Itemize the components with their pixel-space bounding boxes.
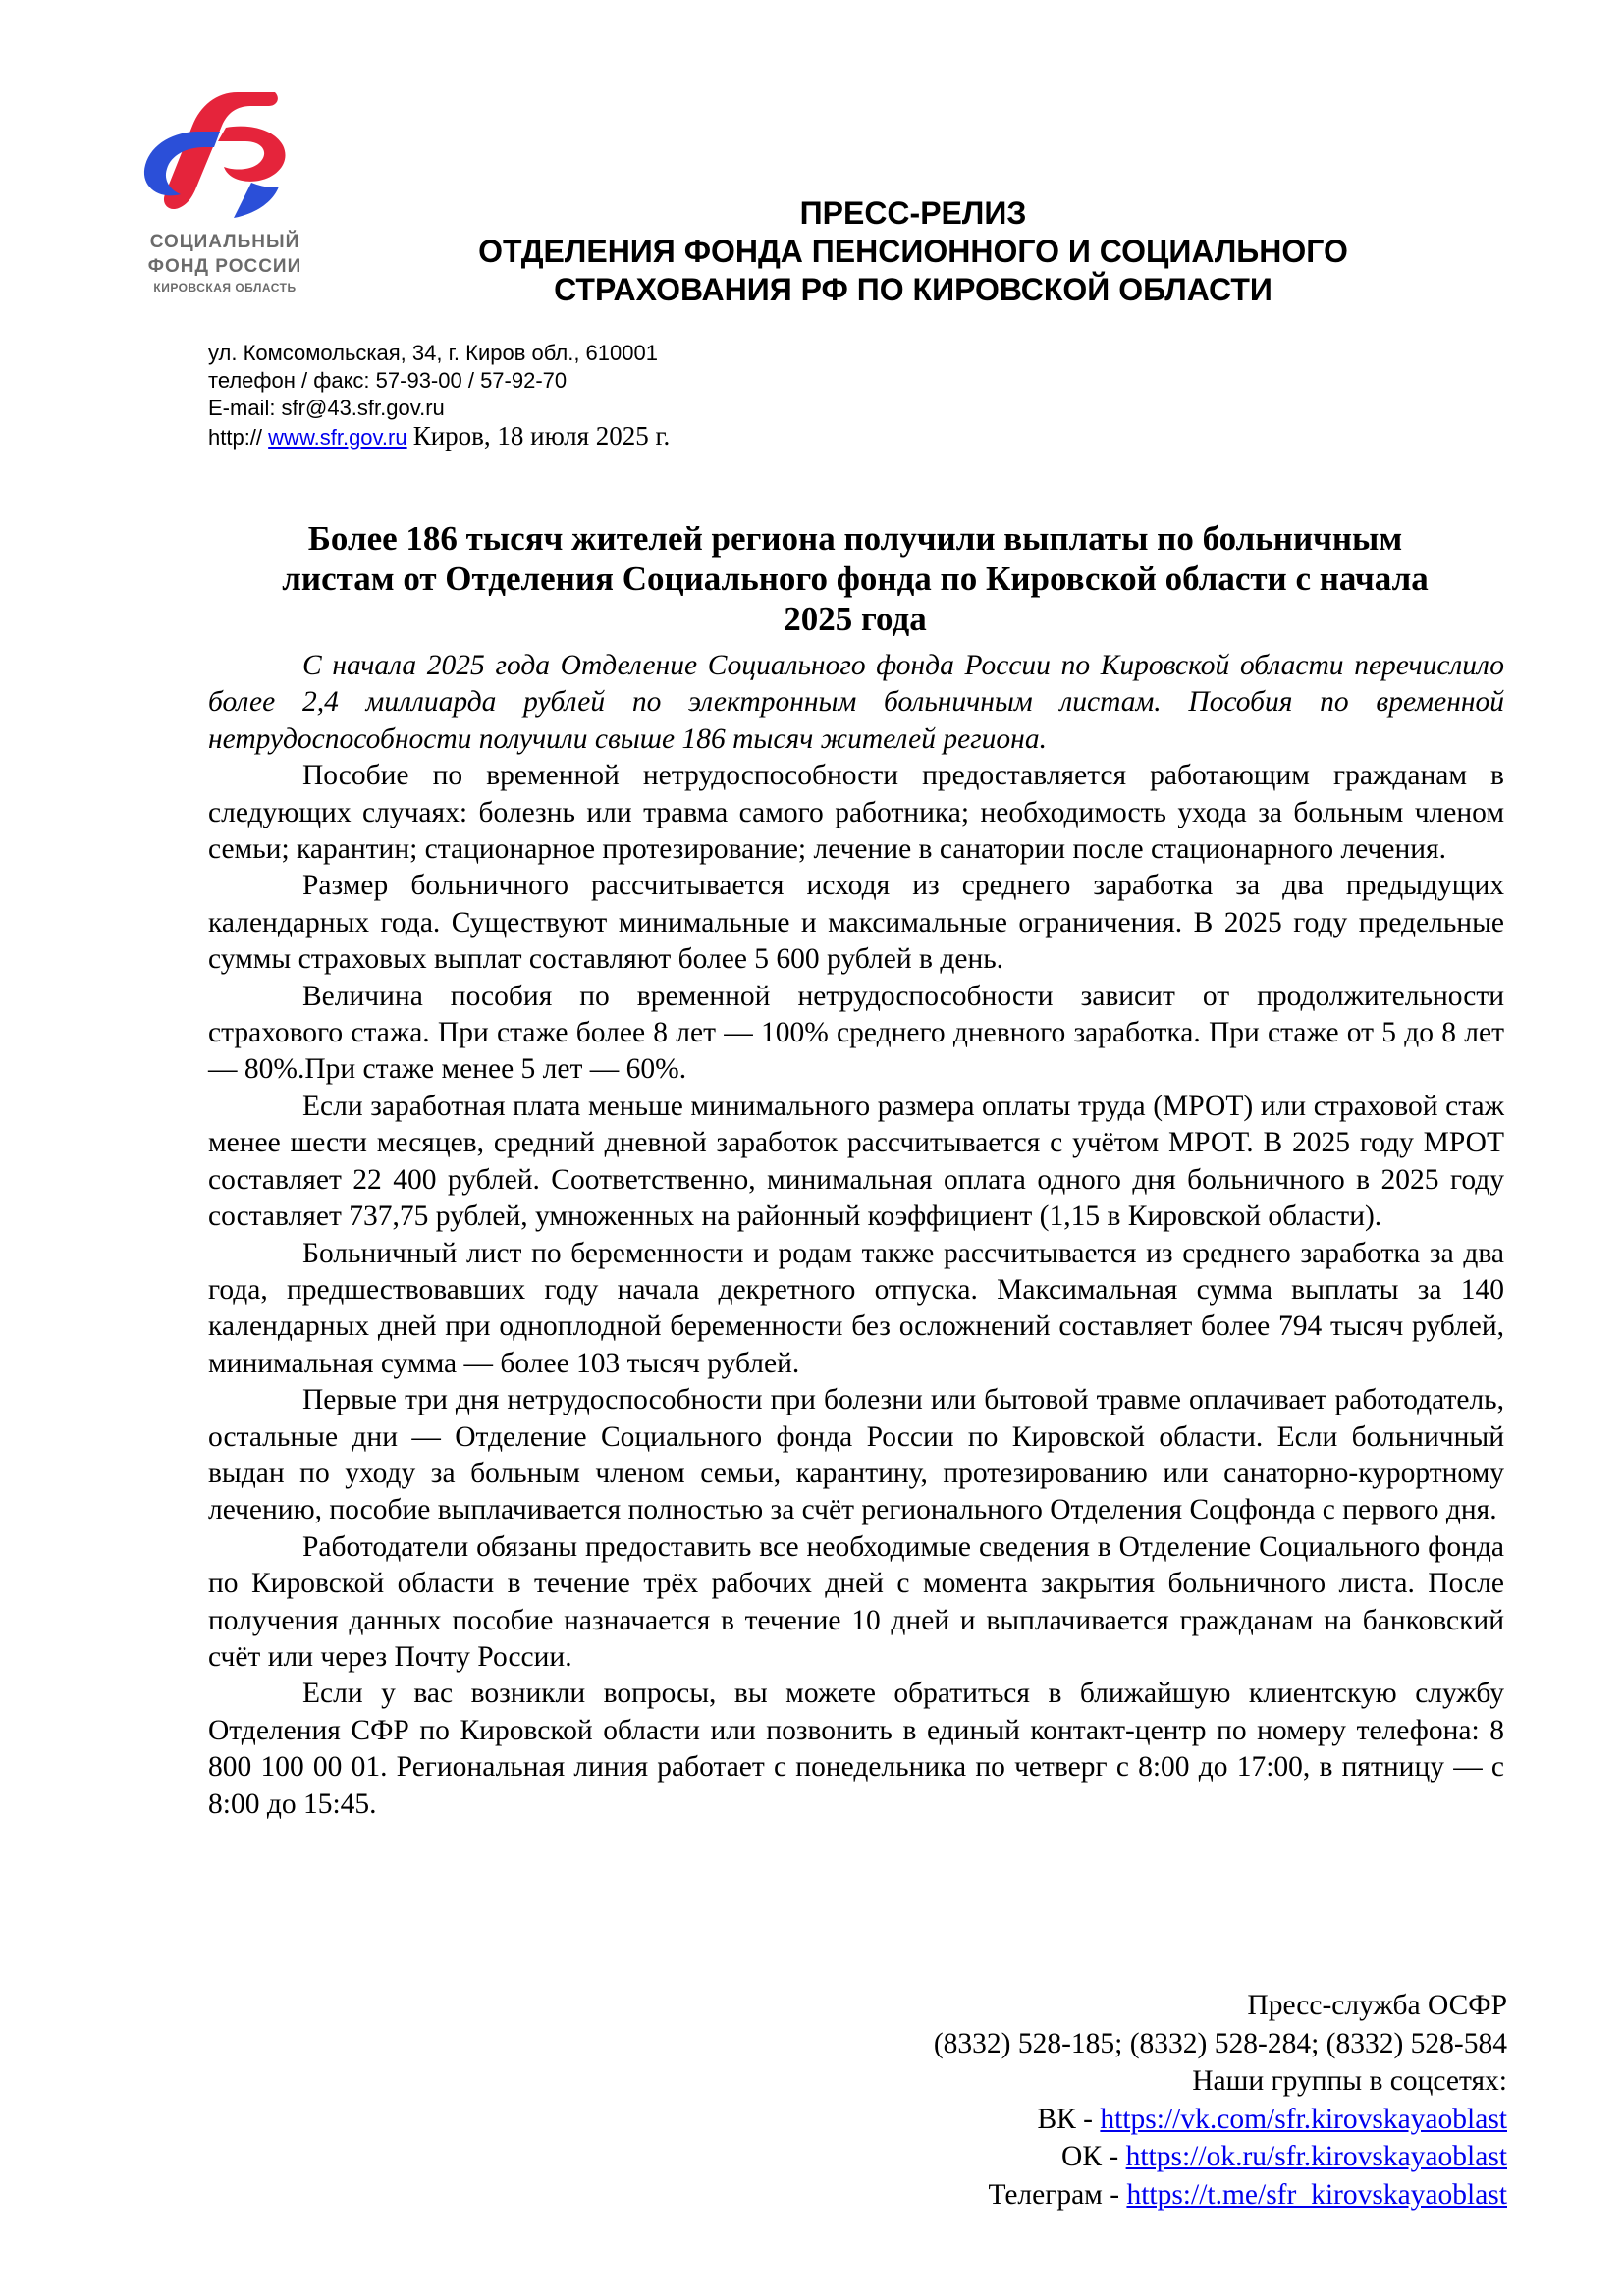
address: ул. Комсомольская, 34, г. Киров обл., 610001 [208, 341, 658, 365]
paragraph: Величина пособия по временной нетрудоспособности зависит от продолжительности страхового стажа. При стаже более 8 лет — 100% среднего дневного заработка. При стаже от 5 до 8 лет — 80%.При стаже менее 5 лет — 60%. [208, 980, 1504, 1086]
article-body [208, 648, 1504, 1823]
logo-line-1: СОЦИАЛЬНЫЙ [149, 232, 300, 252]
press-service-name: Пресс-служба ОСФР [1247, 1990, 1507, 2021]
site-link[interactable]: www.sfr.gov.ru [268, 425, 407, 450]
paragraph: Больничный лист по беременности и родам также рассчитывается из среднего заработка за два года, предшествовавших году начала декретного отпуска. Максимальная сумма выплаты за 140 календарных дней при одноплодной беременности без осложнений составляет более 794 тысяч рублей, минимальная сумма — более 103 тысяч рублей. [208, 1237, 1504, 1379]
logo-line-2: ФОНД РОССИИ [147, 256, 302, 277]
paragraph: Первые три дня нетрудоспособности при болезни или бытовой травме оплачивает работодатель, остальные дни — Отделение Социального фонда России по Кировской области. Если больничный выдан по уходу за больным членом семьи, карантину, протезированию или санаторно-курортному лечению, пособие выплачивается полностью за счёт регионального Отделения Соцфонда с первого дня. [208, 1384, 1504, 1526]
press-service-phones: (8332) 528-185; (8332) 528-284; (8332) 528-584 [933, 2027, 1507, 2059]
social-groups-label: Наши группы в соцсетях: [1192, 2065, 1507, 2097]
title-line-2: ОТДЕЛЕНИЯ ФОНДА ПЕНСИОННОГО И СОЦИАЛЬНОГО [478, 234, 1348, 269]
headline-line-3: 2025 года [784, 600, 927, 638]
press-service-footer [687, 1987, 1507, 2214]
ok-label: ОК - [1061, 2141, 1126, 2172]
vk-label: ВК - [1037, 2103, 1101, 2135]
sfr-logo [122, 84, 328, 310]
http-prefix: http:// [208, 425, 263, 450]
logo-line-3: КИРОВСКАЯ ОБЛАСТЬ [153, 281, 297, 294]
lead-paragraph: С начала 2025 года Отделение Социального фонда России по Кировской области перечислило более 2,4 миллиарда рублей по электронным больничным листам. Пособия по временной нетрудоспособности получили свыше 186 тысяч жителей региона. [208, 650, 1504, 755]
dateline: Киров, 18 июля 2025 г. [412, 421, 671, 451]
telegram-link[interactable]: https://t.me/sfr_kirovskayaoblast [1126, 2178, 1507, 2211]
headline [202, 518, 1508, 639]
telegram-label: Телеграм - [988, 2178, 1127, 2211]
phone-fax: телефон / факс: 57-93-00 / 57-92-70 [208, 368, 568, 393]
paragraph: Если заработная плата меньше минимального размера оплаты труда (МРОТ) или страховой стаж менее шести месяцев, средний дневной заработок рассчитывается с учётом МРОТ. В 2025 году МРОТ составляет 22 400 рублей. Соответственно, минимальная оплата одного дня больничного в 2025 году составляет 737,75 рублей, умноженных на районный коэффициент (1,15 в Кировской области). [208, 1090, 1504, 1233]
title-line-1: ПРЕСС-РЕЛИЗ [799, 195, 1027, 231]
press-release-title [422, 194, 1404, 309]
headline-line-2: листам от Отделения Социального фонда по Кировской области с начала [282, 560, 1429, 598]
telegram-row [687, 2176, 1507, 2215]
paragraph: Размер больничного рассчитывается исходя из среднего заработка за два предыдущих календарных года. Существуют минимальные и максимальные ограничения. В 2025 году предельные суммы страховых выплат составляют более 5 600 рублей в день. [208, 870, 1504, 976]
paragraph: Пособие по временной нетрудоспособности предоставляется работающим гражданам в следующих случаях: болезнь или травма самого работника; необходимость ухода за больным членом семьи; карантин; стационарное протезирование; лечение в санатории после стационарного лечения. [208, 760, 1504, 866]
site-and-dateline [208, 422, 670, 452]
sfr-logo-icon [135, 84, 312, 222]
contact-block [208, 340, 670, 452]
vk-link[interactable]: https://vk.com/sfr.kirovskayaoblast [1100, 2103, 1507, 2135]
email: E-mail: sfr@43.sfr.gov.ru [208, 396, 445, 420]
ok-link[interactable]: https://ok.ru/sfr.kirovskayaoblast [1125, 2141, 1507, 2172]
paragraph: Если у вас возникли вопросы, вы можете обратиться в ближайшую клиентскую службу Отделения СФР по Кировской области или позвонить в единый контакт-центр по номеру телефона: 8 800 100 00 01. Региональная линия работает с понедельника по четверг с 8:00 до 17:00, в пятницу — с 8:00 до 15:45. [208, 1678, 1504, 1820]
headline-line-1: Более 186 тысяч жителей региона получили выплаты по больничным [307, 519, 1403, 558]
vk-row [687, 2101, 1507, 2139]
title-line-3: СТРАХОВАНИЯ РФ ПО КИРОВСКОЙ ОБЛАСТИ [554, 272, 1272, 307]
ok-row [687, 2138, 1507, 2176]
paragraph: Работодатели обязаны предоставить все необходимые сведения в Отделение Социального фонда по Кировской области в течение трёх рабочих дней с момента закрытия больничного листа. После получения данных пособие назначается в течение 10 дней и выплачивается гражданам на банковский счёт или через Почту России. [208, 1530, 1504, 1673]
